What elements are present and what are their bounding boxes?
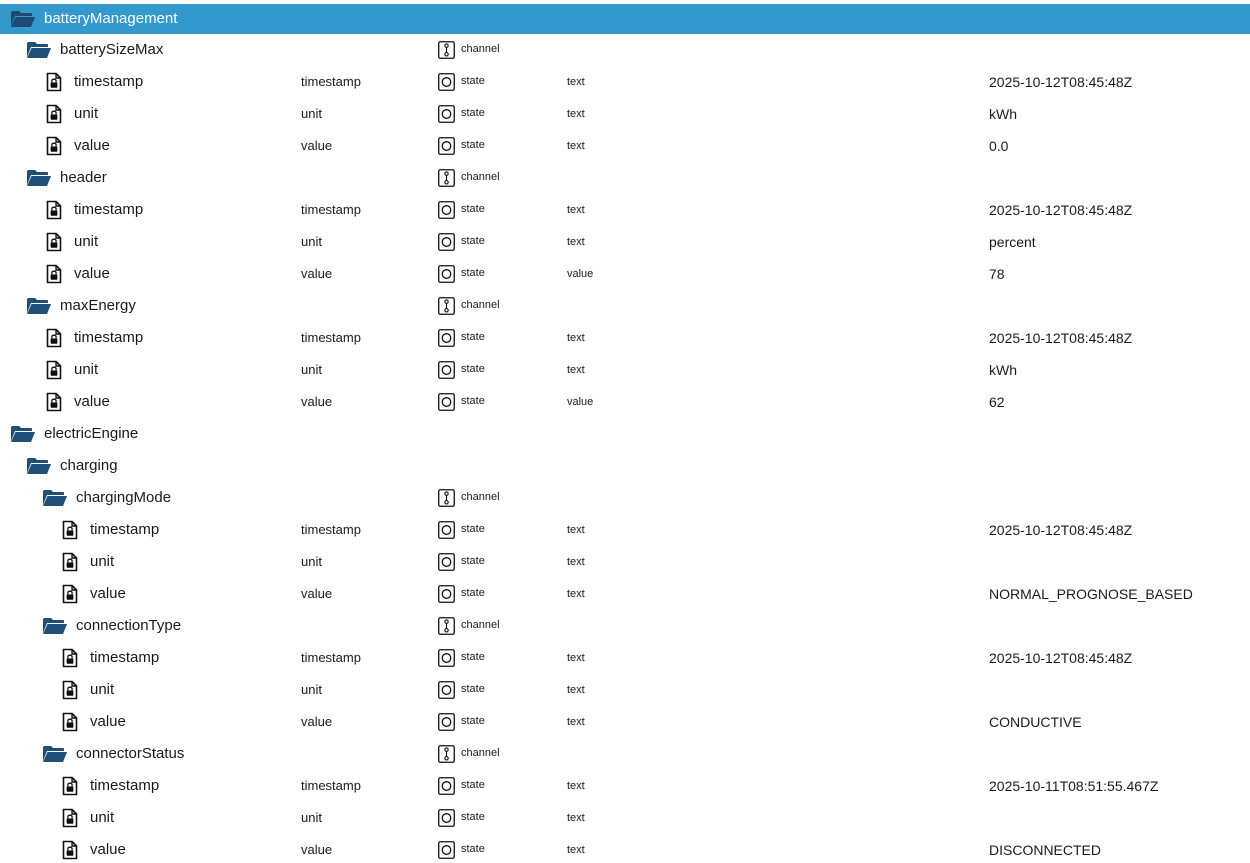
locked-file-icon [62, 712, 78, 732]
tree-state-row[interactable] [0, 354, 1250, 386]
tree-item-name: chargingMode [76, 489, 172, 506]
channel-icon [438, 41, 455, 59]
state-icon [438, 841, 455, 859]
channel-icon [438, 745, 455, 763]
locked-file-icon [46, 200, 62, 220]
tree-item-name: batterySizeMax [60, 41, 164, 58]
folder-open-icon [42, 617, 68, 635]
locked-file-icon [62, 776, 78, 796]
state-icon [438, 137, 455, 155]
channel-icon [438, 297, 455, 315]
locked-file-icon [62, 840, 78, 860]
tree-item-name: timestamp [74, 201, 144, 218]
tree-item-name: batteryManagement [44, 10, 178, 27]
datatype-cell: text [567, 780, 585, 792]
tree-folder-row[interactable] [0, 738, 1250, 770]
tree-item-name: timestamp [74, 329, 144, 346]
type-label: state [461, 363, 485, 375]
type-label: state [461, 587, 485, 599]
state-icon [438, 393, 455, 411]
role-cell: timestamp [301, 202, 361, 217]
state-icon [438, 233, 455, 251]
channel-icon [438, 169, 455, 187]
tree-item-name: charging [60, 457, 118, 474]
tree-item-name: timestamp [90, 521, 160, 538]
state-icon [438, 713, 455, 731]
tree-state-row[interactable] [0, 578, 1250, 610]
type-label: state [461, 523, 485, 535]
tree-folder-row[interactable] [0, 34, 1250, 66]
tree-state-row[interactable] [0, 674, 1250, 706]
datatype-cell: text [567, 652, 585, 664]
folder-open-icon [26, 297, 52, 315]
locked-file-icon [62, 680, 78, 700]
datatype-cell: text [567, 716, 585, 728]
tree-item-name: unit [90, 809, 115, 826]
datatype-cell: text [567, 332, 585, 344]
folder-open-icon [10, 425, 36, 443]
type-label: state [461, 331, 485, 343]
value-cell: 0.0 [989, 138, 1009, 154]
tree-item-name: connectorStatus [76, 745, 185, 762]
value-cell: kWh [989, 362, 1017, 378]
datatype-cell: text [567, 844, 585, 856]
state-icon [438, 585, 455, 603]
type-label: state [461, 203, 485, 215]
locked-file-icon [46, 72, 62, 92]
tree-state-row[interactable] [0, 834, 1250, 863]
type-label: state [461, 779, 485, 791]
tree-state-row[interactable] [0, 642, 1250, 674]
tree-state-row[interactable] [0, 770, 1250, 802]
role-cell: unit [301, 682, 322, 697]
folder-open-icon [26, 41, 52, 59]
state-icon [438, 201, 455, 219]
channel-icon [438, 617, 455, 635]
tree-state-row[interactable] [0, 258, 1250, 290]
role-cell: timestamp [301, 330, 361, 345]
state-icon [438, 361, 455, 379]
tree-state-row[interactable] [0, 386, 1250, 418]
value-cell: DISCONNECTED [989, 842, 1102, 858]
value-cell: 2025-10-11T08:51:55.467Z [989, 778, 1159, 794]
tree-item-name: connectionType [76, 617, 182, 634]
datatype-cell: text [567, 364, 585, 376]
tree-item-name: value [74, 265, 110, 282]
tree-folder-row[interactable] [0, 418, 1250, 450]
locked-file-icon [46, 264, 62, 284]
locked-file-icon [62, 520, 78, 540]
role-cell: value [301, 394, 333, 409]
tree-folder-row[interactable] [0, 4, 1250, 34]
tree-item-name: value [90, 713, 126, 730]
role-cell: value [301, 266, 333, 281]
value-cell: 2025-10-12T08:45:48Z [989, 74, 1133, 90]
type-label: state [461, 555, 485, 567]
tree-state-row[interactable] [0, 194, 1250, 226]
type-label: state [461, 843, 485, 855]
tree-state-row[interactable] [0, 546, 1250, 578]
datatype-cell: text [567, 140, 585, 152]
tree-item-name: unit [74, 233, 99, 250]
folder-open-icon [42, 745, 68, 763]
type-label: state [461, 395, 485, 407]
channel-icon [438, 489, 455, 507]
locked-file-icon [46, 328, 62, 348]
role-cell: value [301, 714, 333, 729]
value-cell: CONDUCTIVE [989, 714, 1082, 730]
tree-item-name: timestamp [74, 73, 144, 90]
locked-file-icon [46, 104, 62, 124]
tree-state-row[interactable] [0, 802, 1250, 834]
tree-state-row[interactable] [0, 66, 1250, 98]
state-icon [438, 681, 455, 699]
datatype-cell: text [567, 204, 585, 216]
role-cell: unit [301, 234, 322, 249]
type-label: state [461, 235, 485, 247]
tree-item-name: value [74, 393, 110, 410]
datatype-cell: text [567, 812, 585, 824]
role-cell: unit [301, 362, 322, 377]
tree-item-name: unit [90, 681, 115, 698]
folder-open-icon [42, 489, 68, 507]
role-cell: unit [301, 810, 322, 825]
tree-state-row[interactable] [0, 706, 1250, 738]
tree-item-name: electricEngine [44, 425, 139, 442]
locked-file-icon [62, 648, 78, 668]
tree-item-name: value [74, 137, 110, 154]
role-cell: value [301, 586, 333, 601]
role-cell: timestamp [301, 74, 361, 89]
state-icon [438, 777, 455, 795]
locked-file-icon [62, 552, 78, 572]
value-cell: 2025-10-12T08:45:48Z [989, 330, 1133, 346]
role-cell: unit [301, 554, 322, 569]
folder-open-icon [26, 169, 52, 187]
datatype-cell: text [567, 556, 585, 568]
datatype-cell: text [567, 588, 585, 600]
value-cell: percent [989, 234, 1036, 250]
tree-item-name: unit [74, 105, 99, 122]
type-label: state [461, 75, 485, 87]
state-icon [438, 265, 455, 283]
tree-state-row[interactable] [0, 514, 1250, 546]
tree-state-row[interactable] [0, 130, 1250, 162]
role-cell: timestamp [301, 522, 361, 537]
value-cell: 2025-10-12T08:45:48Z [989, 650, 1133, 666]
type-label: channel [461, 747, 500, 759]
tree-item-name: unit [90, 553, 115, 570]
type-label: channel [461, 171, 500, 183]
type-label: state [461, 715, 485, 727]
datatype-cell: text [567, 684, 585, 696]
datatype-cell: text [567, 76, 585, 88]
type-label: state [461, 651, 485, 663]
role-cell: value [301, 138, 333, 153]
folder-open-icon [26, 457, 52, 475]
type-label: channel [461, 619, 500, 631]
value-cell: 78 [989, 266, 1005, 282]
tree-state-row[interactable] [0, 98, 1250, 130]
type-label: state [461, 139, 485, 151]
locked-file-icon [46, 360, 62, 380]
type-label: channel [461, 299, 500, 311]
value-cell: 62 [989, 394, 1005, 410]
datatype-cell: text [567, 524, 585, 536]
datatype-cell: value [567, 396, 594, 408]
tree-item-name: timestamp [90, 777, 160, 794]
type-label: state [461, 267, 485, 279]
state-icon [438, 553, 455, 571]
state-icon [438, 649, 455, 667]
tree-folder-row[interactable] [0, 482, 1250, 514]
value-cell: NORMAL_PROGNOSE_BASED [989, 586, 1193, 602]
role-cell: timestamp [301, 778, 361, 793]
state-icon [438, 521, 455, 539]
state-icon [438, 73, 455, 91]
tree-folder-row[interactable] [0, 450, 1250, 482]
tree-item-name: header [60, 169, 107, 186]
value-cell: kWh [989, 106, 1017, 122]
locked-file-icon [62, 584, 78, 604]
tree-state-row[interactable] [0, 226, 1250, 258]
datatype-cell: text [567, 108, 585, 120]
value-cell: 2025-10-12T08:45:48Z [989, 202, 1133, 218]
locked-file-icon [46, 232, 62, 252]
datatype-cell: value [567, 268, 594, 280]
type-label: state [461, 811, 485, 823]
state-icon [438, 329, 455, 347]
tree-item-name: maxEnergy [60, 297, 136, 314]
locked-file-icon [46, 392, 62, 412]
folder-open-icon [10, 10, 36, 28]
tree-folder-row[interactable] [0, 290, 1250, 322]
type-label: state [461, 683, 485, 695]
locked-file-icon [62, 808, 78, 828]
role-cell: unit [301, 106, 322, 121]
tree-item-name: value [90, 585, 126, 602]
type-label: channel [461, 491, 500, 503]
tree-item-name: unit [74, 361, 99, 378]
role-cell: value [301, 842, 333, 857]
state-icon [438, 809, 455, 827]
value-cell: 2025-10-12T08:45:48Z [989, 522, 1133, 538]
type-label: channel [461, 43, 500, 55]
type-label: state [461, 107, 485, 119]
tree-item-name: timestamp [90, 649, 160, 666]
datatype-cell: text [567, 236, 585, 248]
tree-item-name: value [90, 841, 126, 858]
tree-state-row[interactable] [0, 322, 1250, 354]
role-cell: timestamp [301, 650, 361, 665]
tree-folder-row[interactable] [0, 162, 1250, 194]
tree-folder-row[interactable] [0, 610, 1250, 642]
state-icon [438, 105, 455, 123]
locked-file-icon [46, 136, 62, 156]
